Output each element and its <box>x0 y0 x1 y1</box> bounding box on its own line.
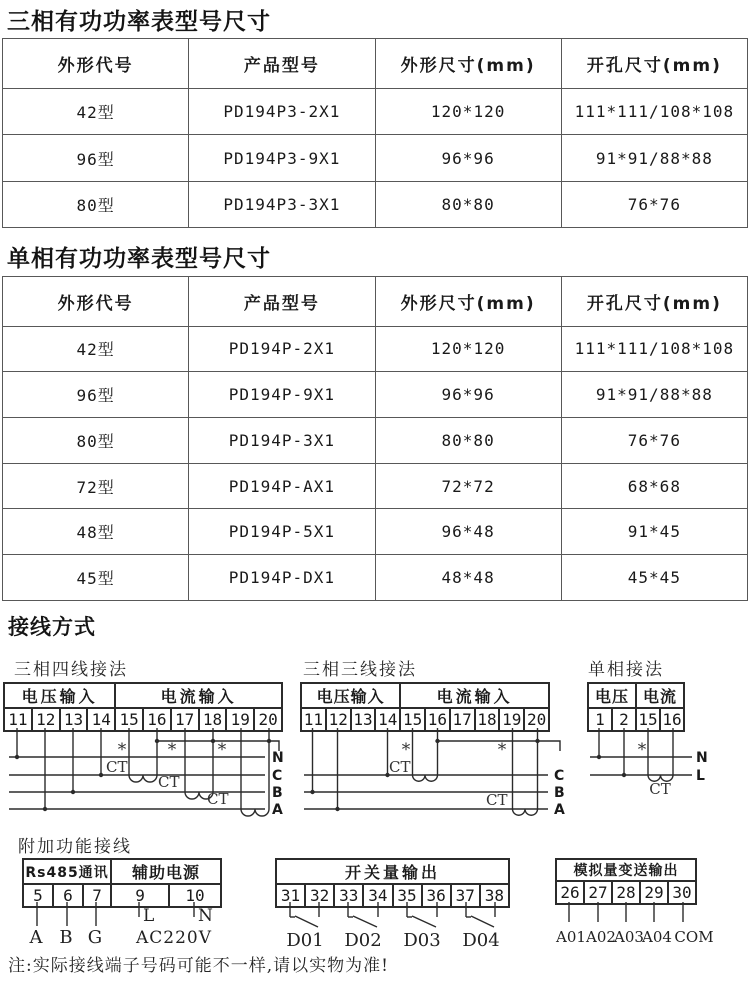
strip-header-row <box>276 859 509 884</box>
table-row <box>3 181 748 227</box>
spec-cell: 96*96 <box>375 135 561 181</box>
do-label: D01 <box>286 930 324 951</box>
spec-cell: 96型 <box>3 372 189 418</box>
terminal-number: 15 <box>115 708 143 731</box>
strip-header-row <box>588 683 684 708</box>
terminal-number: 15 <box>400 708 425 731</box>
do-label: D04 <box>462 930 500 951</box>
table-row <box>3 555 748 601</box>
live-label: L <box>143 906 155 926</box>
polarity-mark: * <box>217 740 227 760</box>
ct-label: CT <box>158 773 180 791</box>
terminal-number: 31 <box>276 884 305 907</box>
strip-header-row <box>4 683 282 708</box>
strip-header-row <box>556 859 696 881</box>
terminal-number: 18 <box>475 708 500 731</box>
spec-cell: 91*91/88*88 <box>561 372 747 418</box>
terminal-drop-wires <box>17 728 269 809</box>
terminal-number: 33 <box>334 884 363 907</box>
ct-loops <box>129 775 269 816</box>
aux-section-label: 附加功能接线 <box>18 837 132 857</box>
phase-label: C <box>272 768 283 784</box>
phase-label: C <box>554 768 565 784</box>
terminal-strip <box>3 682 283 732</box>
wiring-drawing <box>585 728 750 843</box>
terminal-number: 38 <box>480 884 509 907</box>
spec-cell: PD194P-5X1 <box>189 509 375 555</box>
terminal-number: 27 <box>584 881 612 904</box>
wiring-drawing <box>22 902 254 952</box>
ao-label: A04 <box>642 928 672 946</box>
wiring-section-title: 接线方式 <box>8 615 96 639</box>
rs485-header: Rs485通讯 <box>23 859 111 884</box>
spec-cell: 48型 <box>3 509 189 555</box>
terminal-number: 34 <box>363 884 392 907</box>
col-header-cutout: 开孔尺寸(mm) <box>561 277 747 327</box>
table-row <box>3 463 748 509</box>
phase-label: L <box>696 768 705 784</box>
terminal-number: 12 <box>326 708 351 731</box>
ct-label: CT <box>106 758 128 776</box>
table-row <box>3 135 748 181</box>
diagram-three-phase-four-wire <box>3 655 295 845</box>
spec-cell: PD194P3-3X1 <box>189 181 375 227</box>
neutral-label: N <box>198 906 213 926</box>
terminal-number: 20 <box>254 708 282 731</box>
spec-cell: 80*80 <box>375 418 561 464</box>
spec-cell: 42型 <box>3 89 189 135</box>
terminal-number: 16 <box>425 708 450 731</box>
terminal-number: 14 <box>375 708 400 731</box>
strip-terminal-row <box>556 881 696 904</box>
col-header-model: 产品型号 <box>189 277 375 327</box>
digital-output-header: 开关量输出 <box>276 859 509 884</box>
col-header-shape-code: 外形代号 <box>3 39 189 89</box>
ct-label: CT <box>389 758 411 776</box>
wiring-drawing <box>300 728 572 843</box>
footer-note: 注:实际接线端子号码可能不一样,请以实物为准! <box>8 956 389 976</box>
three-phase-spec-table <box>2 38 748 228</box>
terminal-number: 19 <box>226 708 254 731</box>
terminal-number: 14 <box>87 708 115 731</box>
terminal-number: 17 <box>171 708 199 731</box>
terminal-strip <box>555 858 697 905</box>
current-header: 电流 <box>636 683 684 708</box>
ct-label: CT <box>649 780 671 798</box>
diagram-label: 单相接法 <box>588 660 664 680</box>
col-header-cutout: 开孔尺寸(mm) <box>561 39 747 89</box>
single-phase-spec-table <box>2 276 748 601</box>
spec-cell: 111*111/108*108 <box>561 326 747 372</box>
polarity-mark: * <box>497 740 507 760</box>
terminal-number: 36 <box>422 884 451 907</box>
phase-label: A <box>554 802 565 818</box>
terminal-number: 37 <box>451 884 480 907</box>
do-label: D03 <box>403 930 441 951</box>
terminal-number: 10 <box>169 884 221 907</box>
spec-cell: PD194P3-2X1 <box>189 89 375 135</box>
wiring-drawing <box>275 902 522 952</box>
spec-cell: PD194P3-9X1 <box>189 135 375 181</box>
terminal-drop-wires <box>37 902 194 926</box>
table-row <box>3 509 748 555</box>
terminal-number: 28 <box>612 881 640 904</box>
spec-cell: 91*45 <box>561 509 747 555</box>
polarity-mark: * <box>401 740 411 760</box>
digital-output-block <box>275 858 522 953</box>
terminal-number: 2 <box>612 708 636 731</box>
col-header-dimension: 外形尺寸(mm) <box>375 277 561 327</box>
terminal-number: 29 <box>640 881 668 904</box>
polarity-mark: * <box>637 740 647 760</box>
current-input-header: 电流输入 <box>400 683 549 708</box>
spec-cell: 120*120 <box>375 89 561 135</box>
spec-cell: 96*48 <box>375 509 561 555</box>
terminal-number: 13 <box>60 708 88 731</box>
spec-cell: 111*111/108*108 <box>561 89 747 135</box>
terminal-number: 19 <box>499 708 524 731</box>
phase-label: A <box>272 802 283 818</box>
spec-cell: 120*120 <box>375 326 561 372</box>
voltage-header: 电压 <box>588 683 636 708</box>
polarity-mark: * <box>117 740 127 760</box>
spec-cell: 72*72 <box>375 463 561 509</box>
spec-cell: 48*48 <box>375 555 561 601</box>
col-header-shape-code: 外形代号 <box>3 277 189 327</box>
terminal-strip <box>275 858 510 908</box>
spec-cell: 96*96 <box>375 372 561 418</box>
current-input-header: 电流输入 <box>115 683 282 708</box>
terminal-number: 5 <box>23 884 53 907</box>
phase-label: N <box>272 750 284 766</box>
terminal-number: 13 <box>351 708 376 731</box>
terminal-drop-wires <box>599 728 673 775</box>
spec-cell: PD194P-DX1 <box>189 555 375 601</box>
spec-cell: PD194P-3X1 <box>189 418 375 464</box>
ao-label: A02 <box>586 928 616 946</box>
spec-cell: 68*68 <box>561 463 747 509</box>
spec-cell: 91*91/88*88 <box>561 135 747 181</box>
col-header-model: 产品型号 <box>189 39 375 89</box>
analog-output-block <box>555 858 750 953</box>
terminal-number: 17 <box>450 708 475 731</box>
terminal-number: 35 <box>393 884 422 907</box>
wiring-drawing <box>555 902 750 952</box>
terminal-number: 26 <box>556 881 584 904</box>
terminal-number: 12 <box>32 708 60 731</box>
spec-cell: 45*45 <box>561 555 747 601</box>
terminal-number: 20 <box>524 708 549 731</box>
voltage-input-header: 电压输入 <box>4 683 115 708</box>
table-row <box>3 326 748 372</box>
table-row <box>3 89 748 135</box>
terminal-number: 11 <box>301 708 326 731</box>
ct-label: CT <box>207 790 229 808</box>
table-header-row <box>3 277 748 327</box>
terminal-number: 30 <box>668 881 696 904</box>
spec-cell: 76*76 <box>561 181 747 227</box>
ao-label: A03 <box>614 928 644 946</box>
polarity-mark: * <box>167 740 177 760</box>
bus-lines <box>304 775 548 809</box>
single-phase-section-title: 单相有功功率表型号尺寸 <box>7 246 271 272</box>
terminal-number: 9 <box>111 884 169 907</box>
spec-cell: 42型 <box>3 326 189 372</box>
terminal-strip <box>300 682 550 732</box>
terminal-number: 1 <box>588 708 612 731</box>
voltage-input-header: 电压输入 <box>301 683 400 708</box>
strip-header-row <box>23 859 221 884</box>
spec-cell: 96型 <box>3 135 189 181</box>
diagram-three-phase-three-wire <box>300 655 572 845</box>
diagram-label: 三相四线接法 <box>14 660 128 680</box>
rs485-power-block <box>22 858 254 953</box>
phase-label: B <box>272 785 283 801</box>
terminal-number: 18 <box>199 708 227 731</box>
terminal-number: 11 <box>4 708 32 731</box>
terminal-number: 32 <box>305 884 334 907</box>
spec-cell: 80*80 <box>375 181 561 227</box>
terminal-number: 16 <box>143 708 171 731</box>
phase-label: N <box>696 750 708 766</box>
do-label: D02 <box>344 930 382 951</box>
rs485-b-label: B <box>59 927 73 948</box>
terminal-number: 16 <box>660 708 684 731</box>
supply-voltage-label: AC220V <box>136 928 213 948</box>
analog-output-header: 模拟量变送输出 <box>556 859 696 881</box>
spec-cell: PD194P-AX1 <box>189 463 375 509</box>
aux-power-header: 辅助电源 <box>111 859 221 884</box>
rs485-g-label: G <box>87 927 103 948</box>
ao-label: COM <box>674 928 714 946</box>
rs485-a-label: A <box>29 927 43 948</box>
spec-cell: 80型 <box>3 418 189 464</box>
ao-label: A01 <box>556 928 586 946</box>
table-header-row <box>3 39 748 89</box>
relay-contact-symbols <box>290 902 495 927</box>
spec-cell: PD194P-2X1 <box>189 326 375 372</box>
spec-cell: 45型 <box>3 555 189 601</box>
spec-cell: 72型 <box>3 463 189 509</box>
diagram-single-phase <box>585 655 750 845</box>
spec-cell: 76*76 <box>561 418 747 464</box>
terminal-strip <box>22 858 222 908</box>
ct-label: CT <box>486 791 508 809</box>
terminal-number: 7 <box>83 884 111 907</box>
spec-cell: 80型 <box>3 181 189 227</box>
terminal-number: 6 <box>53 884 83 907</box>
wiring-drawing <box>3 728 295 843</box>
table-row <box>3 418 748 464</box>
terminal-strip <box>587 682 685 732</box>
terminal-number: 15 <box>636 708 660 731</box>
spec-cell: PD194P-9X1 <box>189 372 375 418</box>
diagram-label: 三相三线接法 <box>303 660 417 680</box>
junction-dots <box>597 755 626 777</box>
strip-header-row <box>301 683 549 708</box>
three-phase-section-title: 三相有功功率表型号尺寸 <box>7 9 271 35</box>
terminal-drop-wires <box>569 902 683 922</box>
phase-label: B <box>554 785 565 801</box>
col-header-dimension: 外形尺寸(mm) <box>375 39 561 89</box>
table-row <box>3 372 748 418</box>
